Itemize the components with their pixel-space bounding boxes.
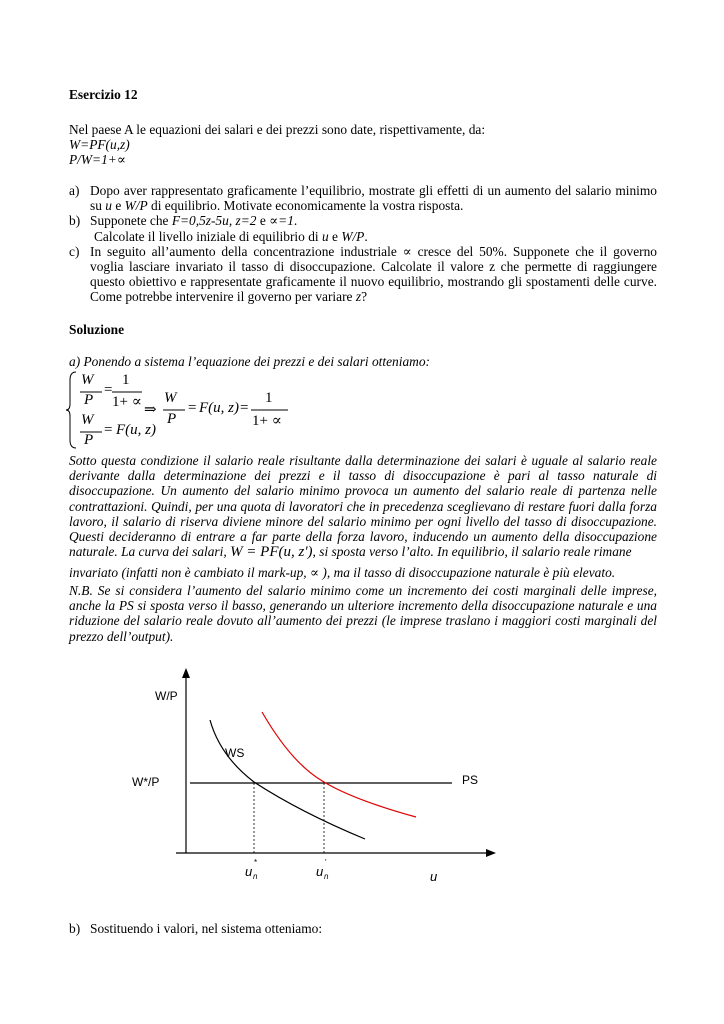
question-label: c) (69, 243, 80, 259)
frac2-num: 1 (122, 372, 130, 388)
solution-b (69, 921, 657, 936)
un-prime-sub: n (324, 872, 329, 881)
ws-label: WS (225, 746, 245, 760)
exercise-title: Esercizio 12 (69, 87, 138, 102)
question-text: ? (361, 289, 368, 305)
wage-equation: W=PF(u,z) (69, 137, 130, 152)
intro-text: Nel paese A le equazioni dei salari e dei prezzi sono date, rispettivamente, da: (69, 122, 486, 137)
math-var: u (321, 228, 329, 244)
question-text: e (111, 198, 125, 214)
eq-sign: = (188, 400, 197, 416)
math-var: u (105, 198, 112, 214)
math-var: ∝=1 (269, 213, 294, 229)
frac2-den: 1+ ∝ (112, 394, 142, 410)
question-list (69, 183, 657, 305)
eq-sign: = (104, 382, 113, 398)
solution-heading: Soluzione (69, 322, 125, 337)
eq-sign: = (240, 400, 249, 416)
fuz-paren: F(u, z) (116, 422, 156, 438)
frac5-num: W (81, 412, 94, 428)
math-var: W/P (341, 228, 365, 244)
question-label: a) (69, 183, 80, 198)
inline-equation: W = PF(u, z') (230, 544, 313, 561)
ws-curve (210, 720, 365, 839)
price-equation: P/W=1+∝ (69, 152, 126, 167)
question-text: . (293, 213, 298, 229)
equation-system (66, 368, 366, 452)
question-text: Calcolate il livello iniziale di equilibrio di (94, 228, 322, 244)
math-var: F=0,5z-5u, z=2 (171, 213, 257, 229)
eq-level-label: W*/P (132, 775, 160, 789)
x-axis-label: u (430, 869, 438, 884)
question-label: b) (69, 921, 81, 936)
solution-paragraph-2: N.B. Se si considera l’aumento del salario minimo come un incremento dei costi marginali delle imprese, anche la PS si sposta verso il basso, generando un ulteriore incremento della disoccupazione naturale e una riduzione del salario reale dovuto all’aumento dei prezzi (le imprese traslano i maggiori costi marginali del prezzo dell’output). (69, 583, 657, 644)
question-text: di equilibrio. Motivate economicamente la vostra risposta. (147, 198, 464, 214)
question-text: . (364, 228, 368, 244)
solution-paragraph-1 (69, 453, 657, 560)
question-b (69, 213, 657, 228)
paragraph-text: , si sposta verso l’alto. In equilibrio, il salario reale rimane (312, 544, 632, 560)
math-var: ∝ (402, 243, 412, 259)
frac3-den: P (167, 411, 177, 427)
frac4-num: 1 (265, 390, 273, 406)
solution-paragraph-1-end: invariato (infatti non è cambiato il mark-up, ∝ ), ma il tasso di disoccupazione naturale è più elevato. (69, 565, 616, 580)
un-star-sub: n (253, 872, 258, 881)
question-text: e (256, 213, 270, 229)
un-star-sup: * (254, 858, 258, 867)
question-c (69, 244, 657, 305)
frac3-num: W (164, 390, 177, 406)
frac1-num: W (81, 372, 94, 388)
un-prime-label: u (316, 864, 324, 879)
frac1-den: P (84, 392, 94, 408)
question-label: b) (69, 213, 81, 229)
implies-arrow: ⇒ (144, 402, 157, 418)
un-prime-sup: ' (325, 858, 327, 867)
question-text: In seguito all’aumento della concentrazione industriale (90, 243, 403, 259)
x-axis-arrow (486, 849, 496, 857)
y-axis-label: W/P (155, 689, 178, 703)
solution-b-item (69, 921, 657, 936)
math-var: z (355, 289, 362, 305)
paragraph-text: Sotto questa condizione il salario reale risultante dalla determinazione dei salari è uguale al salario reale derivante dalla determinazione dei prezzi e il tasso di disoccupazione è pari al tasso naturale di disoccupazione. Un aumento del salario minimo provoca un aumento del salario reale di partenza nelle contrattazioni. Quindi, per una quota di lavoratori che in precedenza sceglievano di restare fuori dalla forza lavoro, il salario di riserva diviene minore del salario minimo per ogni livello del tasso di disoccupazione. Questi decideranno di entrare a far parte della forza lavoro, inducendo un aumento della disoccupazione naturale. La curva dei salari, (69, 453, 657, 560)
un-star-label: u (245, 864, 253, 879)
question-text: e (328, 228, 342, 244)
question-text: Supponete che (90, 213, 172, 229)
ps-label: PS (462, 773, 479, 787)
solution-a-intro: a) Ponendo a sistema l’equazione dei prezzi e dei salari otteniamo: (69, 354, 430, 369)
question-a (69, 183, 657, 213)
frac5-den: P (84, 432, 94, 448)
math-var: W/P (124, 198, 148, 214)
question-text: Dopo aver rappresentato graficamente l’equilibrio, mostrate gli effetti di un aumento del salario minimo su (90, 183, 657, 214)
solution-b-intro: Sostituendo i valori, nel sistema otteniamo: (90, 921, 323, 936)
ws-ps-graph (120, 660, 540, 890)
fuz: F(u, z) (199, 400, 239, 416)
frac4-den: 1+ ∝ (252, 413, 282, 429)
question-b-continued (69, 229, 657, 244)
eq-sign: = (104, 422, 113, 438)
y-axis-arrow (182, 668, 190, 678)
question-text: cresce del 50%. Supponete che il governo voglia lasciare invariato il tasso di disoccupazione. Calcolate il valore z che permette di raggiungere questo obiettivo e rappresentate graficamente il nuovo equilibrio, mostrando gli spostamenti delle curve. Come potrebbe intervenire il governo per variare (90, 243, 657, 305)
